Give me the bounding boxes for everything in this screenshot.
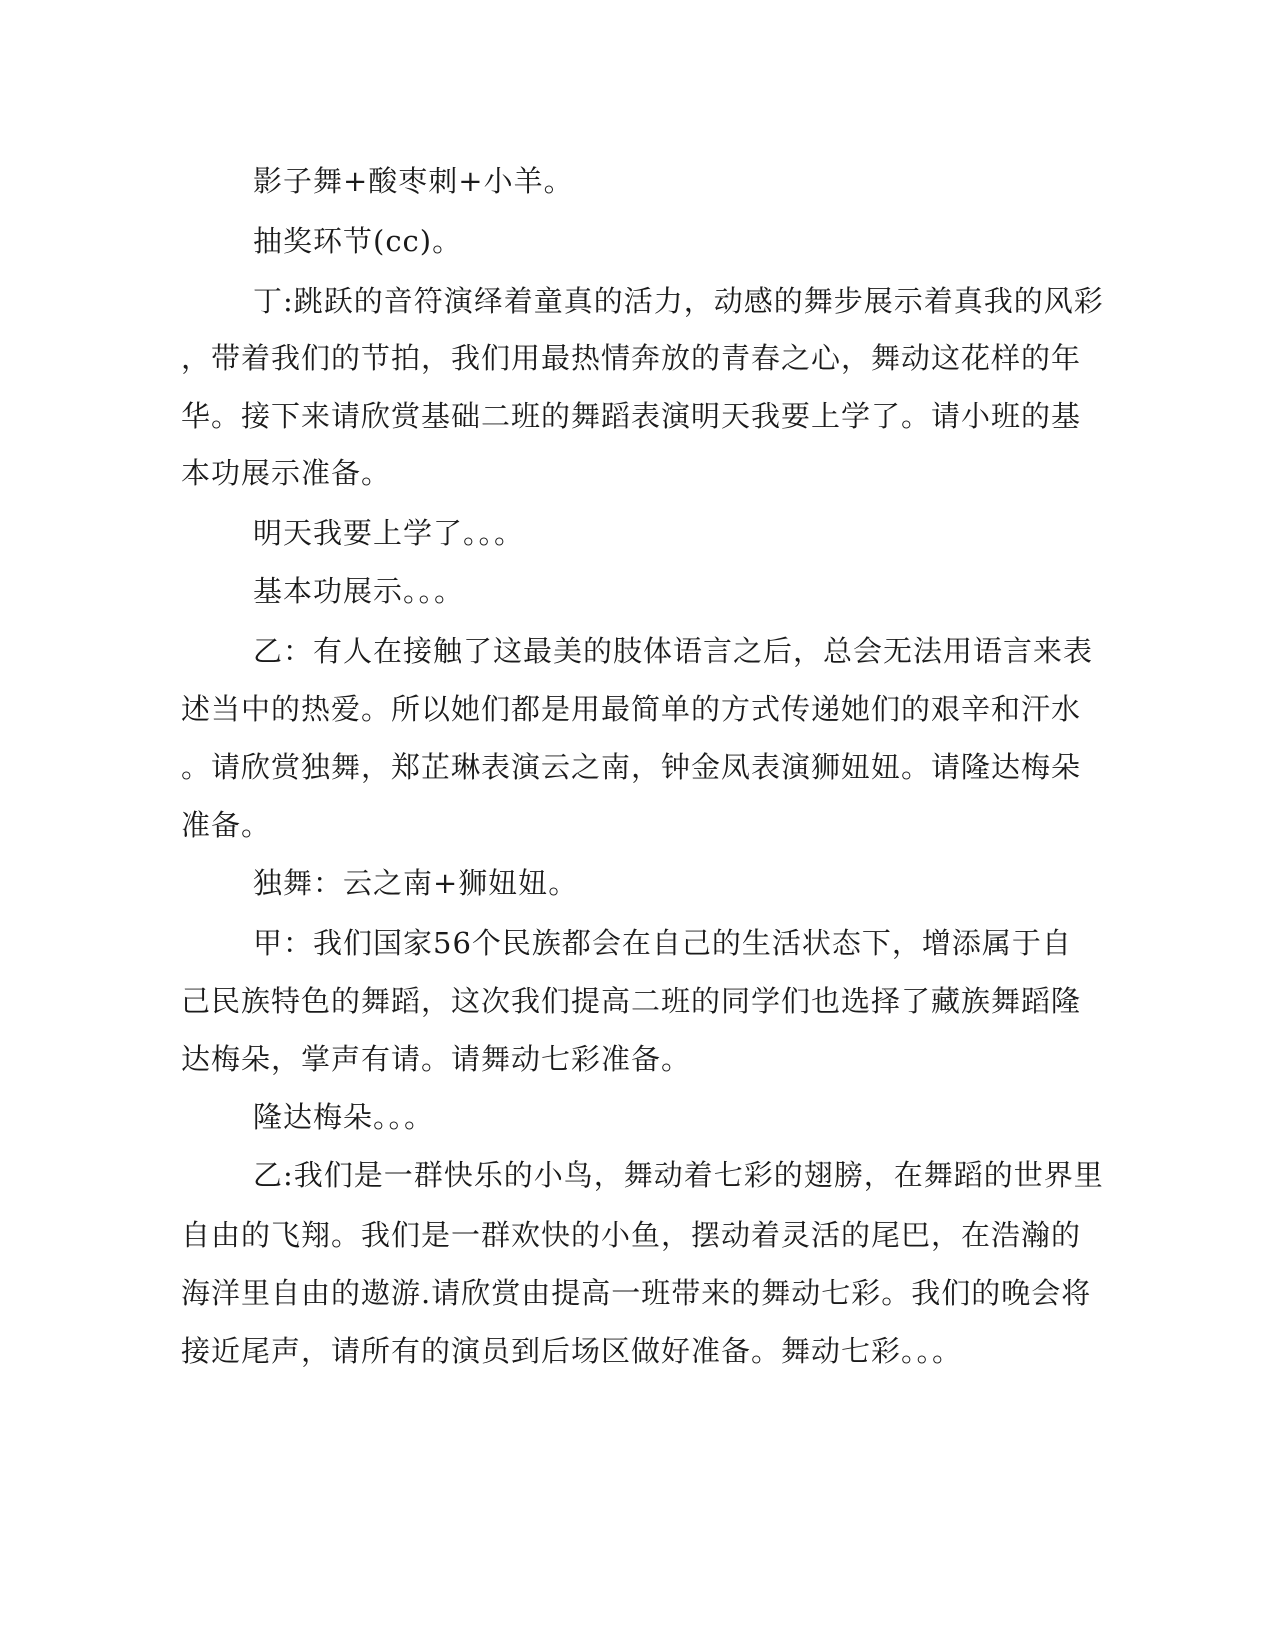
paragraph-line: 接近尾声，请所有的演员到后场区做好准备。舞动七彩。。。 <box>181 1334 963 1368</box>
paragraph-line: 本功展示准备。 <box>181 456 392 490</box>
paragraph-line: 丁:跳跃的音符演绎着童真的活力，动感的舞步展示着真我的风彩 <box>253 284 1104 318</box>
paragraph-line: 乙：有人在接触了这最美的肢体语言之后，总会无法用语言来表 <box>253 634 1094 668</box>
paragraph-line: 己民族特色的舞蹈，这次我们提高二班的同学们也选择了藏族舞蹈隆 <box>181 984 1082 1018</box>
paragraph-line: 海洋里自由的遨游.请欣赏由提高一班带来的舞动七彩。我们的晚会将 <box>181 1276 1092 1310</box>
paragraph-line: 华。接下来请欣赏基础二班的舞蹈表演明天我要上学了。请小班的基 <box>181 399 1082 433</box>
paragraph-line: 述当中的热爱。所以她们都是用最简单的方式传递她们的艰辛和汗水 <box>181 692 1082 726</box>
paragraph-line: 准备。 <box>181 808 272 842</box>
paragraph-line: 明天我要上学了。。。 <box>253 516 525 550</box>
paragraph-line: 乙:我们是一群快乐的小鸟，舞动着七彩的翅膀，在舞蹈的世界里 <box>253 1158 1104 1192</box>
paragraph-line: 自由的飞翔。我们是一群欢快的小鱼，摆动着灵活的尾巴，在浩瀚的 <box>181 1218 1082 1252</box>
paragraph-line: 达梅朵，掌声有请。请舞动七彩准备。 <box>181 1042 692 1076</box>
paragraph-line: 抽奖环节(cc)。 <box>253 224 463 258</box>
paragraph-line: 隆达梅朵。。。 <box>253 1100 435 1134</box>
paragraph-line: 甲：我们国家56个民族都会在自己的生活状态下，增添属于自 <box>253 926 1072 960</box>
paragraph-line: 影子舞+酸枣刺+小羊。 <box>253 164 574 198</box>
paragraph-line: 基本功展示。。。 <box>253 574 465 608</box>
paragraph-line: 独舞：云之南+狮妞妞。 <box>253 866 579 900</box>
paragraph-line: ，带着我们的节拍，我们用最热情奔放的青春之心，舞动这花样的年 <box>181 341 1082 375</box>
paragraph-line: 。请欣赏独舞，郑芷琳表演云之南，钟金凤表演狮妞妞。请隆达梅朵 <box>181 750 1082 784</box>
